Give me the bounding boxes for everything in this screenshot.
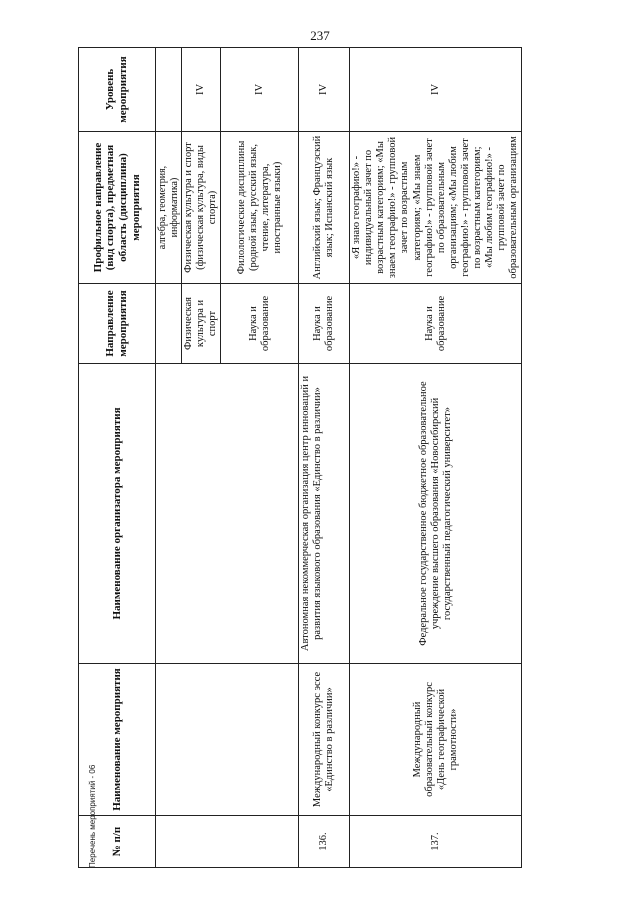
cell-name-empty: [156, 664, 299, 816]
cell-level-136: IV: [299, 48, 350, 132]
cell-organizer-empty: [156, 364, 299, 664]
cell-level-137: IV: [350, 48, 522, 132]
table-row: [350, 48, 522, 868]
cell-level-empty: [156, 48, 182, 132]
cell-num-136: 136.: [299, 816, 350, 868]
cell-direction-sport: Физическая культура и спорт: [182, 284, 221, 364]
cell-direction-empty: [156, 284, 182, 364]
cell-profile-sport: Физическая культура и спорт (физическая культура, виды спорта): [182, 132, 221, 284]
cell-direction-136: Наука и образование: [299, 284, 350, 364]
table-header-row: [79, 48, 156, 868]
cell-organizer-136: Автономная некоммерческая организация центр инноваций и развития языкового образования «Единство в различии»: [299, 364, 350, 664]
cell-name-136: Международный конкурс эссе «Единство в различии»: [299, 664, 350, 816]
cell-profile-136: Английский язык; Французский язык; Испанский язык: [299, 132, 350, 284]
document-table-container: [78, 48, 634, 868]
table-row: [156, 48, 182, 868]
cell-profile-137: «Я знаю географию!» - индивидуальный зачет по возрастным категориям; «Мы знаем географию!» - групповой зачет по возрастным категориям; «Мы знаем географию!» - групповой зачет по образовательным организациям; «Мы любим географию!» - групповой зачет по возрастным категориям; «Мы любим географию!» - групповой зачет по образовательным организациям: [350, 132, 522, 284]
header-name: Наименование мероприятия: [79, 664, 156, 816]
header-level: Уровень мероприятия: [79, 48, 156, 132]
footer-note: Перечень мероприятий - 06: [88, 764, 97, 868]
cell-level-phil: IV: [221, 48, 299, 132]
cell-num-137: 137.: [350, 816, 522, 868]
cell-num-empty: [156, 816, 299, 868]
events-table: [78, 47, 522, 868]
page-number: 237: [310, 28, 330, 43]
cell-direction-phil: Наука и образование: [221, 284, 299, 364]
cell-profile-continued: алгебра, геометрия, информатика): [156, 132, 182, 284]
header-profile: Профильное направление (вид спорта), предметная область (дисциплина) мероприятия: [79, 132, 156, 284]
header-direction: Направление мероприятия: [79, 284, 156, 364]
header-organizer: Наименование организатора мероприятия: [79, 364, 156, 664]
header-num: № п/п: [79, 816, 156, 868]
cell-direction-137: Наука и образование: [350, 284, 522, 364]
table-row: [299, 48, 350, 868]
cell-organizer-137: Федеральное государственное бюджетное образовательное учреждение высшего образования «Новосибирский государственный педагогический университет»: [350, 364, 522, 664]
cell-profile-phil: Филологические дисциплины (родной язык, русский язык, чтение, литература, иностранные языки): [221, 132, 299, 284]
cell-name-137: Международный образовательный конкурс «День географической грамотности»: [350, 664, 522, 816]
cell-level-sport: IV: [182, 48, 221, 132]
